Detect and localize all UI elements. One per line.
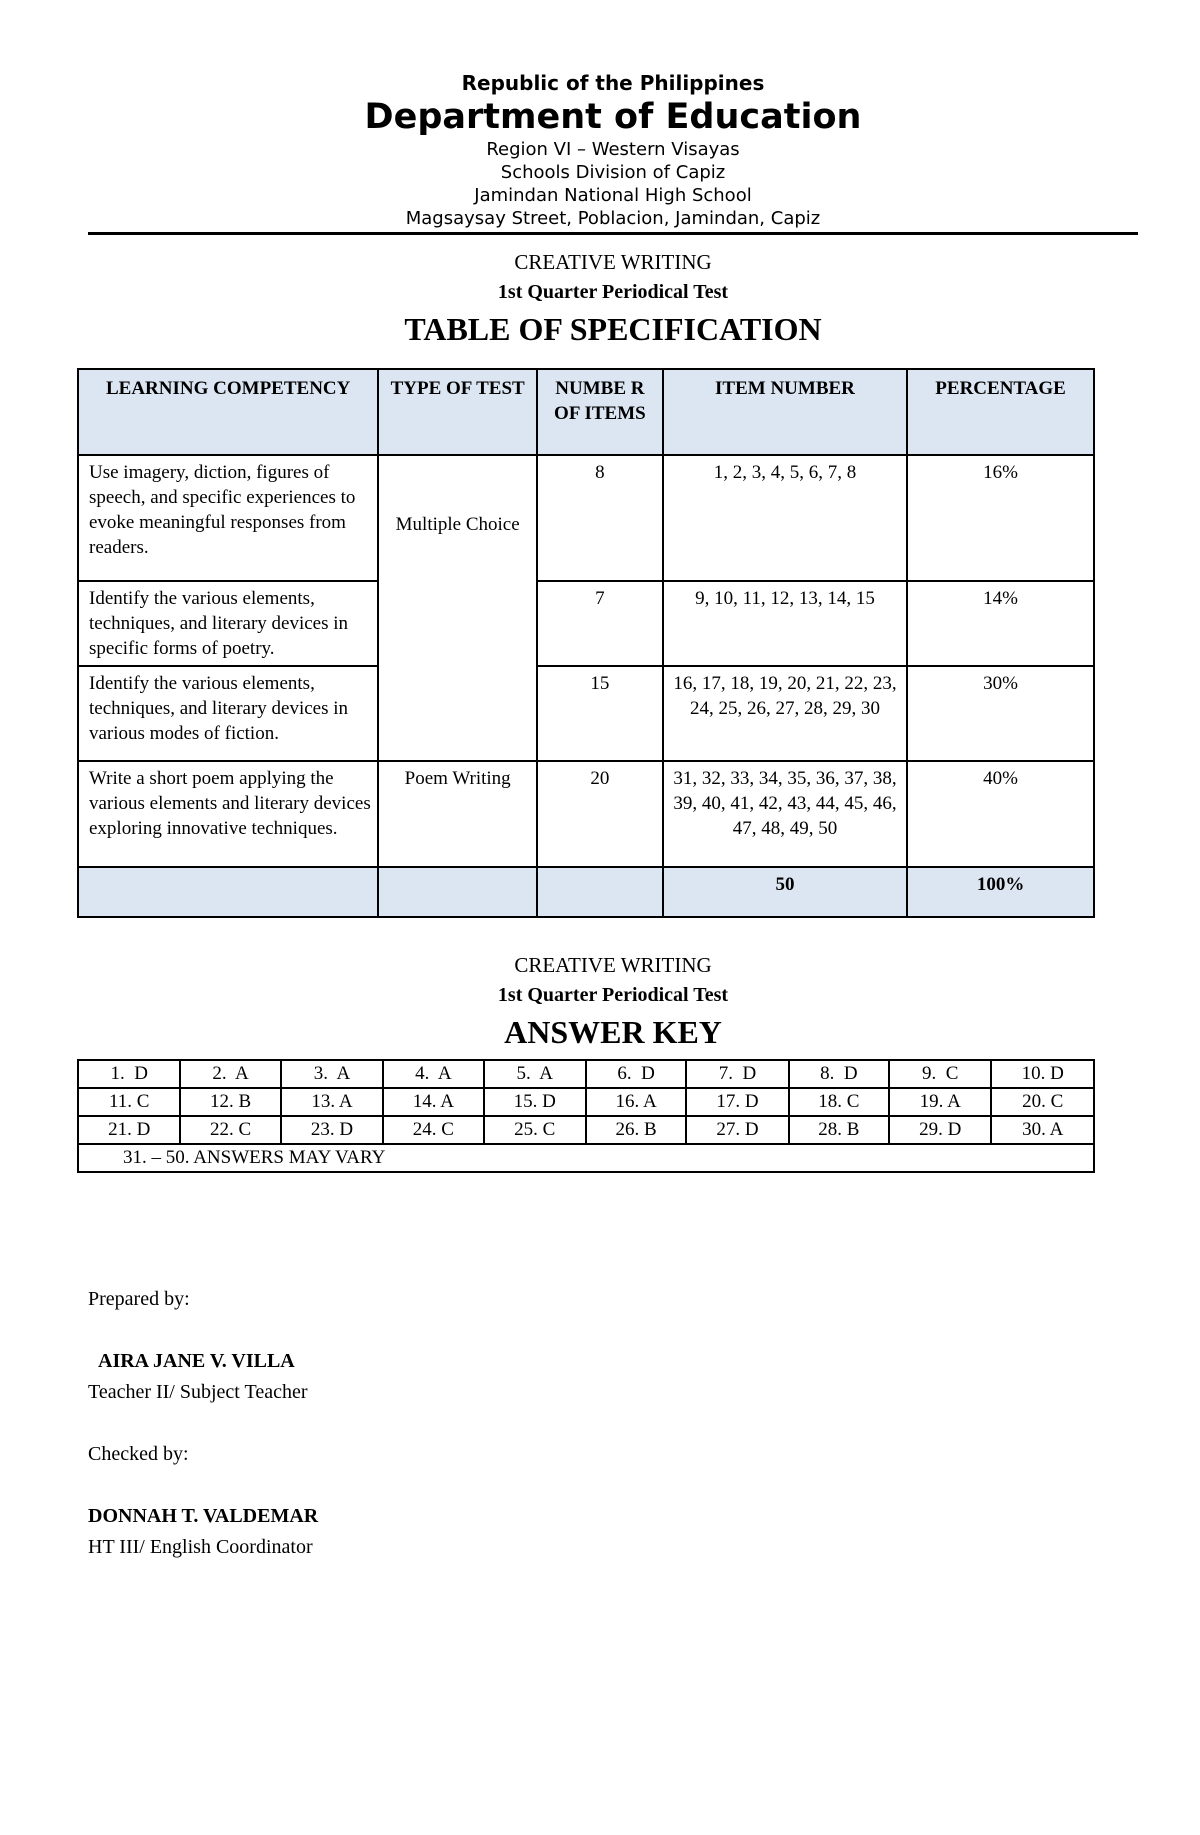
answer-cell: 25. C xyxy=(484,1116,586,1144)
answer-cell: 2. A xyxy=(180,1060,280,1088)
type-cell-multiple-choice: Multiple Choice xyxy=(378,455,537,761)
prepared-name: AIRA JANE V. VILLA xyxy=(98,1350,295,1372)
tos-subject: CREATIVE WRITING xyxy=(514,250,712,274)
answer-cell: 29. D xyxy=(889,1116,991,1144)
address-line: Magsaysay Street, Poblacion, Jamindan, Capiz xyxy=(405,208,821,229)
answer-row xyxy=(78,1088,1094,1116)
header-count: NUMBE R OF ITEMS xyxy=(537,369,663,455)
answer-cell: 8. D xyxy=(789,1060,889,1088)
region-line: Region VI – Western Visayas xyxy=(486,139,740,160)
header-percentage: PERCENTAGE xyxy=(907,369,1094,455)
percentage-cell: 30% xyxy=(907,666,1094,761)
answer-row xyxy=(78,1116,1094,1144)
total-percentage: 100% xyxy=(907,867,1094,917)
answer-cell: 1. D xyxy=(78,1060,180,1088)
count-cell: 7 xyxy=(537,581,663,666)
answer-cell: 30. A xyxy=(991,1116,1094,1144)
competency-cell: Identify the various elements, techniques, and literary devices in various modes of fiction. xyxy=(78,666,378,761)
answer-cell: 6. D xyxy=(586,1060,686,1088)
competency-cell: Write a short poem applying the various elements and literary devices exploring innovative techniques. xyxy=(78,761,378,867)
letterhead xyxy=(88,70,1138,230)
items-cell: 31, 32, 33, 34, 35, 36, 37, 38, 39, 40, 41, 42, 43, 44, 45, 46, 47, 48, 49, 50 xyxy=(663,761,907,867)
answer-row xyxy=(78,1060,1094,1088)
key-heading: ANSWER KEY xyxy=(504,1014,722,1050)
answer-cell: 11. C xyxy=(78,1088,180,1116)
prepared-label: Prepared by: xyxy=(88,1288,190,1310)
answer-cell: 21. D xyxy=(78,1116,180,1144)
key-title-block xyxy=(88,950,1138,1054)
tos-test-name: 1st Quarter Periodical Test xyxy=(497,281,729,303)
total-row xyxy=(78,867,1094,917)
percentage-cell: 40% xyxy=(907,761,1094,867)
table-row xyxy=(78,666,1094,761)
answer-cell: 18. C xyxy=(789,1088,889,1116)
answer-cell: 14. A xyxy=(383,1088,483,1116)
percentage-cell: 16% xyxy=(907,455,1094,581)
table-row xyxy=(78,455,1094,581)
specification-table xyxy=(77,368,1095,918)
answer-cell: 7. D xyxy=(686,1060,788,1088)
total-empty-cell xyxy=(378,867,537,917)
key-test-name: 1st Quarter Periodical Test xyxy=(497,984,729,1006)
answer-cell: 3. A xyxy=(281,1060,383,1088)
table-row xyxy=(78,761,1094,867)
answer-cell: 12. B xyxy=(180,1088,280,1116)
answer-cell: 20. C xyxy=(991,1088,1094,1116)
division-line: Schools Division of Capiz xyxy=(500,162,726,183)
total-items: 50 xyxy=(663,867,907,917)
prepared-title: Teacher II/ Subject Teacher xyxy=(88,1381,308,1403)
answer-cell: 9. C xyxy=(889,1060,991,1088)
count-cell: 8 xyxy=(537,455,663,581)
school-line: Jamindan National High School xyxy=(474,185,752,206)
header-items: ITEM NUMBER xyxy=(663,369,907,455)
answer-cell: 13. A xyxy=(281,1088,383,1116)
total-empty-cell xyxy=(537,867,663,917)
count-cell: 15 xyxy=(537,666,663,761)
republic-line: Republic of the Philippines xyxy=(461,71,765,95)
answer-cell: 5. A xyxy=(484,1060,586,1088)
header-type: TYPE OF TEST xyxy=(378,369,537,455)
key-subject: CREATIVE WRITING xyxy=(514,953,712,977)
checked-name: DONNAH T. VALDEMAR xyxy=(88,1505,319,1527)
answer-cell: 24. C xyxy=(383,1116,483,1144)
total-empty-cell xyxy=(78,867,378,917)
answer-cell: 26. B xyxy=(586,1116,686,1144)
tos-heading: TABLE OF SPECIFICATION xyxy=(404,311,822,347)
answer-note: 31. – 50. ANSWERS MAY VARY xyxy=(78,1144,1094,1172)
checked-title: HT III/ English Coordinator xyxy=(88,1536,313,1558)
answer-cell: 23. D xyxy=(281,1116,383,1144)
table-row xyxy=(78,581,1094,666)
answer-cell: 16. A xyxy=(586,1088,686,1116)
answer-note-row xyxy=(78,1144,1094,1172)
answer-cell: 27. D xyxy=(686,1116,788,1144)
answer-cell: 4. A xyxy=(383,1060,483,1088)
items-cell: 16, 17, 18, 19, 20, 21, 22, 23, 24, 25, 26, 27, 28, 29, 30 xyxy=(663,666,907,761)
answer-key-table xyxy=(77,1059,1095,1173)
table-header-row xyxy=(78,369,1094,455)
answer-cell: 28. B xyxy=(789,1116,889,1144)
count-cell: 20 xyxy=(537,761,663,867)
items-cell: 1, 2, 3, 4, 5, 6, 7, 8 xyxy=(663,455,907,581)
answer-cell: 22. C xyxy=(180,1116,280,1144)
answer-cell: 10. D xyxy=(991,1060,1094,1088)
type-cell: Poem Writing xyxy=(378,761,537,867)
answer-cell: 15. D xyxy=(484,1088,586,1116)
answer-cell: 19. A xyxy=(889,1088,991,1116)
competency-cell: Use imagery, diction, figures of speech, and specific experiences to evoke meaningful responses from readers. xyxy=(78,455,378,581)
tos-title-block xyxy=(88,247,1138,351)
department-name: Department of Education xyxy=(364,97,862,137)
competency-cell: Identify the various elements, techniques, and literary devices in specific forms of poetry. xyxy=(78,581,378,666)
percentage-cell: 14% xyxy=(907,581,1094,666)
letterhead-divider xyxy=(88,232,1138,235)
header-competency: LEARNING COMPETENCY xyxy=(78,369,378,455)
answer-cell: 17. D xyxy=(686,1088,788,1116)
checked-label: Checked by: xyxy=(88,1443,189,1465)
items-cell: 9, 10, 11, 12, 13, 14, 15 xyxy=(663,581,907,666)
